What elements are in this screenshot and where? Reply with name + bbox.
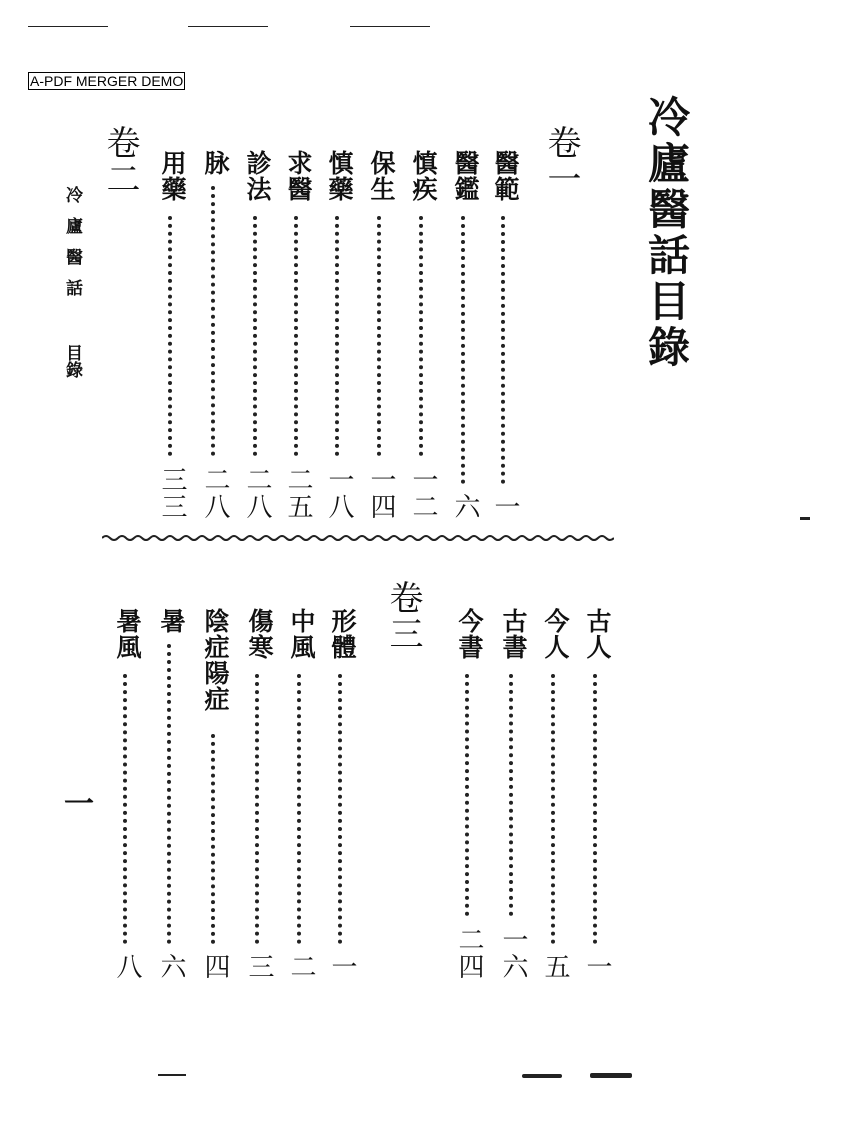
scan-smudge <box>590 1073 632 1078</box>
scan-smudge <box>800 517 810 520</box>
leader-dots <box>593 674 597 944</box>
toc-entry-title: 形體 <box>328 608 357 660</box>
toc-entry <box>320 150 354 520</box>
toc-entry <box>446 150 480 520</box>
toc-entry-title: 醫鑑 <box>451 150 480 202</box>
leader-dots <box>123 674 127 944</box>
toc-entry-page: 三 <box>244 953 274 980</box>
toc-entry-page: 三三 <box>157 466 187 520</box>
toc-entry <box>323 608 357 980</box>
leader-dots <box>297 674 301 944</box>
toc-entry-title: 慎疾 <box>409 150 438 202</box>
toc-entry-page: 一四 <box>366 466 396 520</box>
toc-entry <box>536 608 570 980</box>
toc-entry-page: 二 <box>286 953 316 980</box>
toc-entry-title: 保生 <box>367 150 396 202</box>
toc-entry <box>196 150 230 520</box>
toc-entry <box>108 608 142 980</box>
leader-dots <box>419 216 423 456</box>
toc-entry-title: 用藥 <box>158 150 187 202</box>
toc-entry <box>578 608 612 980</box>
leader-dots <box>253 216 257 456</box>
toc-entry-page: 一二 <box>408 466 438 520</box>
section-3-heading: 卷三 <box>383 580 423 652</box>
leader-dots <box>211 734 215 944</box>
wavy-divider <box>102 531 614 543</box>
toc-entry-page: 二四 <box>454 926 484 980</box>
toc-entry-page: 六 <box>156 953 186 980</box>
leader-dots <box>255 674 259 944</box>
leader-dots <box>461 216 465 484</box>
toc-entry-title: 今人 <box>541 608 570 660</box>
leader-dots <box>501 216 505 484</box>
toc-entry-title: 暑風 <box>113 608 142 660</box>
top-rule-1 <box>28 26 108 27</box>
leader-dots <box>335 216 339 456</box>
toc-entry <box>240 608 274 980</box>
toc-entry <box>238 150 272 520</box>
toc-entry-page: 一 <box>582 953 612 980</box>
watermark-label: A-PDF MERGER DEMO <box>30 73 184 89</box>
toc-entry <box>450 608 484 980</box>
toc-entry-title: 古人 <box>583 608 612 660</box>
toc-entry-page: 八 <box>112 953 142 980</box>
toc-entry-title: 中風 <box>287 608 316 660</box>
leader-dots <box>377 216 381 456</box>
leader-dots <box>551 674 555 944</box>
toc-entry <box>153 150 187 520</box>
toc-entry <box>494 608 528 980</box>
toc-entry-page: 二八 <box>242 466 272 520</box>
toc-entry-title: 古書 <box>499 608 528 660</box>
section-2-heading: 卷二 <box>100 125 140 197</box>
toc-entry-page: 四 <box>200 953 230 980</box>
page-title: 冷廬醫話目錄 <box>642 95 691 371</box>
leader-dots <box>509 674 513 916</box>
leader-dots <box>465 674 469 916</box>
toc-entry-title: 傷寒 <box>245 608 274 660</box>
toc-entry-page: 一 <box>490 493 520 520</box>
margin-title-text: 冷廬醫話 <box>62 186 82 310</box>
toc-entry <box>279 150 313 520</box>
toc-entry-page: 二五 <box>283 466 313 520</box>
toc-entry-title: 求醫 <box>284 150 313 202</box>
toc-entry-title: 脉 <box>201 150 230 176</box>
section-1-heading: 卷一 <box>541 125 581 197</box>
toc-entry-page: 一六 <box>498 926 528 980</box>
toc-entry-page: 五 <box>540 953 570 980</box>
toc-entry-page: 六 <box>450 493 480 520</box>
leader-dots <box>167 644 171 944</box>
toc-entry <box>196 608 230 980</box>
toc-entry <box>362 150 396 520</box>
toc-entry-title: 診法 <box>243 150 272 202</box>
toc-entry <box>486 150 520 520</box>
leader-dots <box>168 216 172 456</box>
toc-entry <box>282 608 316 980</box>
leader-dots <box>294 216 298 456</box>
margin-title <box>62 186 82 378</box>
toc-entry-title: 今書 <box>455 608 484 660</box>
toc-entry <box>152 608 186 980</box>
toc-entry-title: 慎藥 <box>325 150 354 202</box>
page-number-mark: 一 <box>64 787 94 822</box>
toc-entry-page: 一八 <box>324 466 354 520</box>
scan-smudge <box>522 1074 562 1078</box>
toc-entry-title: 暑 <box>157 608 186 634</box>
toc-entry-page: 一 <box>327 953 357 980</box>
toc-entry-title: 陰症陽症 <box>201 608 230 712</box>
leader-dots <box>338 674 342 944</box>
toc-entry <box>404 150 438 520</box>
margin-title-suffix: 目錄 <box>62 344 82 378</box>
toc-entry-page: 二八 <box>200 466 230 520</box>
top-rule-3 <box>350 26 430 27</box>
scan-smudge <box>158 1074 186 1076</box>
top-rule-2 <box>188 26 268 27</box>
leader-dots <box>211 186 215 456</box>
toc-entry-title: 醫範 <box>491 150 520 202</box>
